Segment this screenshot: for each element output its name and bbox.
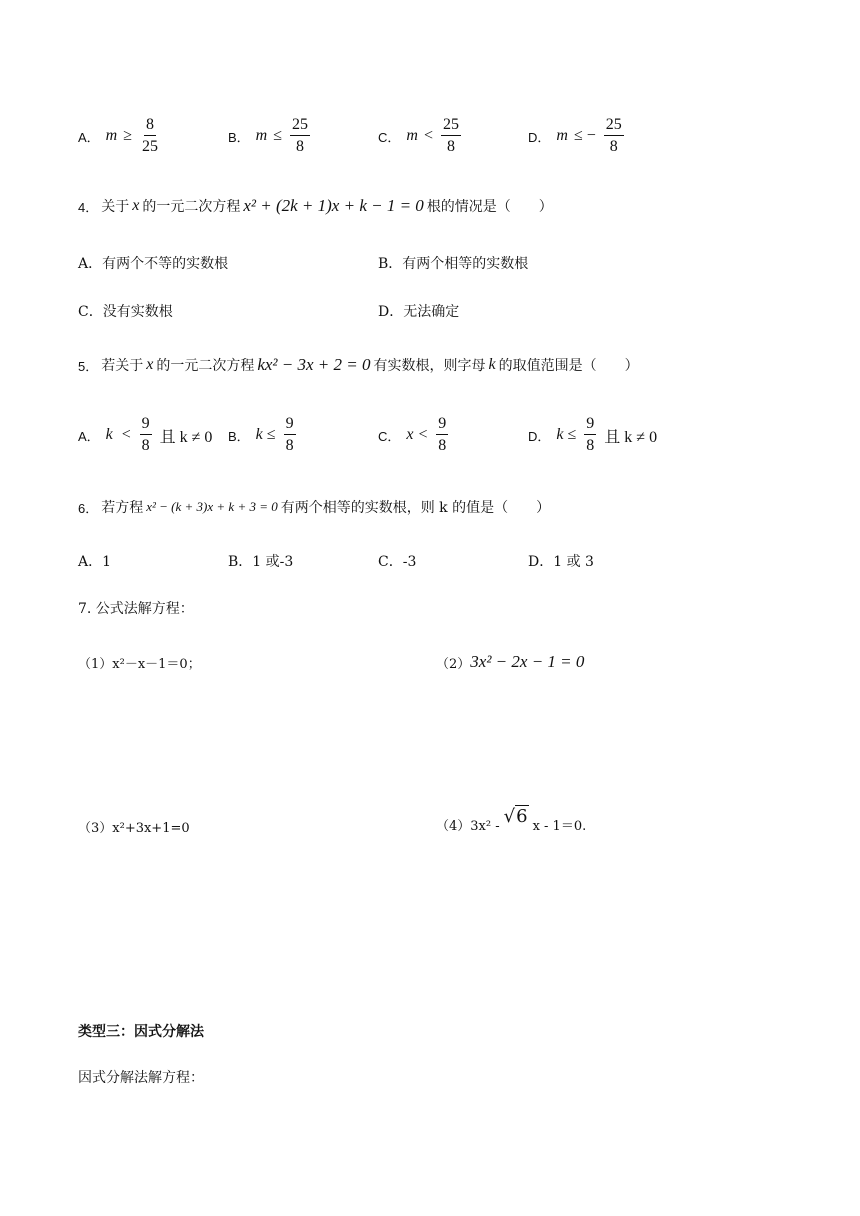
denominator: 8 xyxy=(446,138,455,155)
section-heading: 类型三：因式分解法 xyxy=(78,1023,204,1039)
fraction xyxy=(140,416,152,454)
question-5 xyxy=(78,355,639,375)
numerator: 8 xyxy=(144,117,156,136)
q4-option-a: A．有两个不等的实数根 xyxy=(78,256,229,272)
variable: m xyxy=(105,127,118,144)
question-text: 的取值范围是（ ） xyxy=(498,358,639,374)
equation: x² − (k + 3)x + k + 3 = 0 xyxy=(146,499,278,514)
equation-tail: x - 1＝0. xyxy=(532,819,587,834)
inequality: x < xyxy=(406,426,429,443)
question-number: 5． xyxy=(78,358,99,374)
numerator: 25 xyxy=(290,117,310,136)
q7-part-1: （1）x²－x－1＝0； xyxy=(78,657,201,672)
inequality: k ≤ xyxy=(556,426,577,443)
denominator: 8 xyxy=(609,138,618,155)
q7-part-2 xyxy=(436,652,584,672)
option-label: B． xyxy=(228,129,250,145)
operator: ≤ xyxy=(273,127,283,144)
numerator: 25 xyxy=(604,117,624,136)
variable: m xyxy=(255,127,268,144)
variable: m xyxy=(556,127,568,144)
question-text: 若关于 xyxy=(101,358,144,374)
part-label: （2） xyxy=(436,656,471,672)
numerator: 9 xyxy=(584,416,596,435)
numerator: 9 xyxy=(284,416,296,435)
equation: kx² − 3x + 2 = 0 xyxy=(257,355,371,374)
denominator: 8 xyxy=(586,437,595,454)
q5-option-a xyxy=(78,416,212,454)
q4-option-c: C．没有实数根 xyxy=(78,304,173,320)
variable: k xyxy=(488,356,496,373)
question-6 xyxy=(78,497,550,517)
variable: x xyxy=(146,356,154,373)
denominator: 25 xyxy=(142,138,159,155)
equation: x² + (2k + 1)x + k − 1 = 0 xyxy=(243,196,424,215)
question-text: 的一元二次方程 xyxy=(156,358,255,374)
operator: ≥ xyxy=(123,127,133,144)
numerator: 9 xyxy=(436,416,448,435)
q6-option-a: A．1 xyxy=(78,554,112,570)
question-text: 关于 xyxy=(101,199,130,215)
numerator: 9 xyxy=(140,416,152,435)
inequality: k ≤ xyxy=(255,426,276,443)
fraction xyxy=(140,117,160,155)
option-label: D． xyxy=(528,129,551,145)
question-7-title: 7. 公式法解方程： xyxy=(78,601,194,617)
option-label: D． xyxy=(528,428,551,444)
fraction xyxy=(436,416,448,454)
question-text: 有实数根，则字母 xyxy=(373,358,486,374)
radicand: 6 xyxy=(516,806,528,827)
denominator: 8 xyxy=(438,437,447,454)
section-intro: 因式分解法解方程： xyxy=(78,1070,204,1086)
inequality: k < xyxy=(105,426,132,443)
q5-option-c xyxy=(378,416,450,454)
question-4 xyxy=(78,196,553,216)
q5-option-b xyxy=(228,416,298,454)
q4-option-b: B．有两个相等的实数根 xyxy=(378,256,529,272)
option-label: C． xyxy=(378,428,401,444)
option-label: C． xyxy=(378,129,401,145)
q5-option-d xyxy=(528,416,657,454)
variable: x xyxy=(132,197,140,214)
q6-option-d: D．1 或 3 xyxy=(528,554,594,570)
q7-part-3: （3）x²+3x+1=0 xyxy=(78,821,190,836)
question-text: 有两个相等的实数根，则 k 的值是（ ） xyxy=(280,500,551,516)
q6-option-b: B．1 或-3 xyxy=(228,554,294,570)
part-label: （4）3x² - xyxy=(436,819,500,834)
equation: 3x² − 2x − 1 = 0 xyxy=(470,652,585,671)
q7-part-4 xyxy=(436,806,587,835)
question-text: 根的情况是（ ） xyxy=(426,199,553,215)
q3-option-d xyxy=(528,117,626,155)
q3-option-b xyxy=(228,117,312,155)
denominator: 8 xyxy=(296,138,305,155)
operator: < xyxy=(423,127,433,144)
variable: m xyxy=(406,127,418,144)
fraction xyxy=(284,416,296,454)
square-root: √6 xyxy=(503,806,528,827)
numerator: 25 xyxy=(441,117,461,136)
option-label: B． xyxy=(228,428,250,444)
operator: ≤ − xyxy=(573,127,596,144)
question-text: 的一元二次方程 xyxy=(142,199,241,215)
fraction xyxy=(604,117,624,155)
denominator: 8 xyxy=(285,437,294,454)
option-label: A． xyxy=(78,129,100,145)
fraction xyxy=(290,117,310,155)
question-text: 若方程 xyxy=(101,500,144,516)
fraction xyxy=(584,416,596,454)
fraction xyxy=(441,117,461,155)
q3-option-c xyxy=(378,117,463,155)
question-number: 6． xyxy=(78,500,99,516)
q6-option-c: C．-3 xyxy=(378,554,417,570)
q3-option-a xyxy=(78,117,162,155)
q4-option-d: D．无法确定 xyxy=(378,304,460,320)
question-number: 4． xyxy=(78,199,99,215)
condition: 且 k ≠ 0 xyxy=(159,428,213,446)
denominator: 8 xyxy=(141,437,150,454)
condition: 且 k ≠ 0 xyxy=(604,428,658,446)
option-label: A． xyxy=(78,428,100,444)
